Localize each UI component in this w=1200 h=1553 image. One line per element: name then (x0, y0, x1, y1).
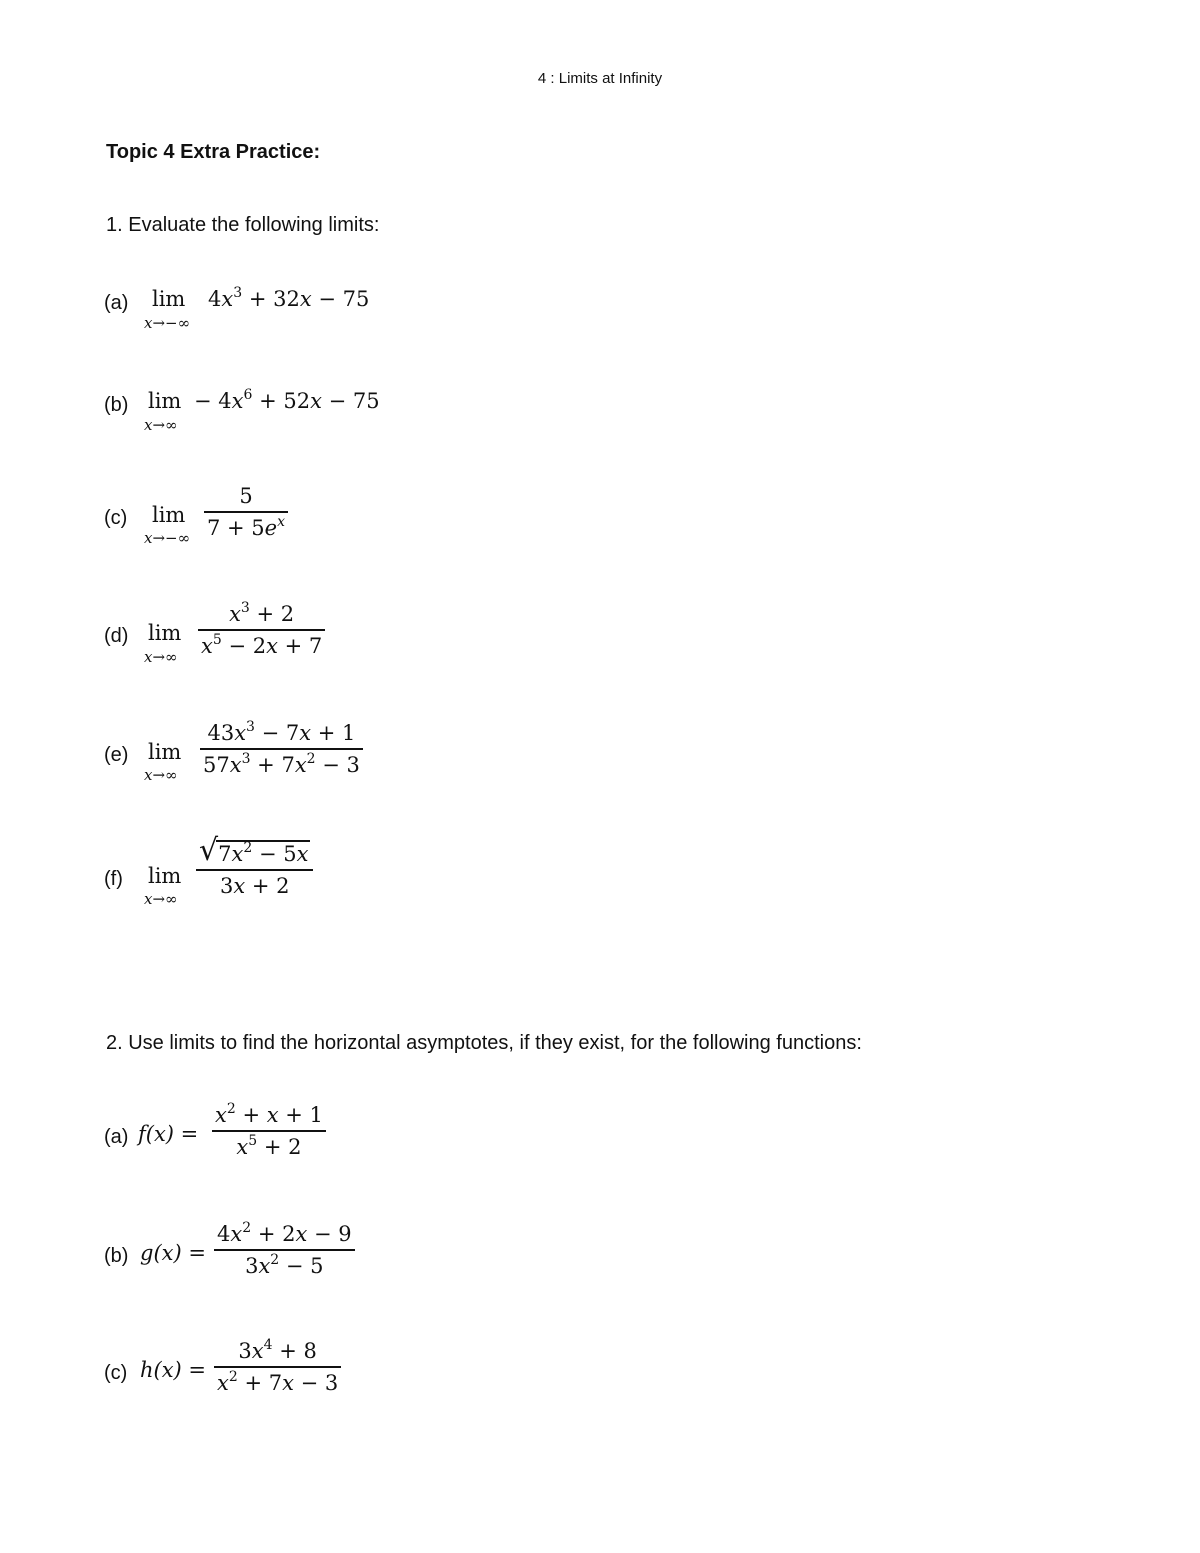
q1c-denominator: $7 + 5e^x$ (207, 514, 286, 540)
question-2-text: 2. Use limits to find the horizontal asymptotes, if they exist, for the following functions: (106, 1032, 862, 1054)
q1b-expression: − $4x^6 + 52x - 75$ (194, 387, 380, 413)
q2c-fraction (214, 1339, 341, 1395)
q1c-lim: lim (152, 503, 186, 527)
q1c-fraction (204, 484, 288, 540)
q1d-lim: lim (148, 621, 182, 645)
q2b-numerator: $4x^2 + 2x - 9$ (217, 1220, 352, 1246)
q2c-label: (c) (104, 1362, 128, 1384)
q2b-fraction (214, 1222, 355, 1278)
q2b-denominator: $3x^2 - 5$ (245, 1252, 324, 1278)
q1b-label: (b) (104, 394, 129, 416)
q1c-lim-sub: x→−∞ (144, 529, 191, 547)
q1a-expression: $4x^3 + 32x - 75$ (208, 285, 370, 311)
q1d-numerator: $x^3 + 2$ (229, 600, 295, 626)
q2a-fraction (212, 1103, 326, 1159)
q1a-lim-sub: x→−∞ (144, 314, 191, 332)
q1d-denominator: $x^5 - 2x + 7$ (201, 632, 323, 658)
q1f-lim: lim (148, 864, 182, 888)
page-title: Topic 4 Extra Practice: (106, 141, 321, 163)
q1f-numerator (196, 833, 313, 868)
q1e-label: (e) (104, 744, 129, 766)
q2a-label: (a) (104, 1126, 129, 1148)
q2c-function-name: h(x) = (140, 1358, 207, 1382)
q1f-lim-sub: x→∞ (144, 890, 178, 908)
q2c-denominator: $x^2 + 7x - 3$ (217, 1369, 339, 1395)
q2a-function-name: f(x) = (138, 1122, 199, 1146)
question-1-text: 1. Evaluate the following limits: (106, 214, 380, 236)
q1f-denominator: 3x + 2 (219, 874, 290, 898)
q1d-lim-sub: x→∞ (144, 648, 178, 666)
q2c-numerator: $3x^4 + 8$ (238, 1337, 317, 1363)
q1e-lim-sub: x→∞ (144, 766, 178, 784)
q1d-fraction (198, 602, 325, 658)
q2b-label: (b) (104, 1245, 129, 1267)
page-header: 4 : Limits at Infinity (537, 70, 663, 87)
q1b-lim-sub: x→∞ (144, 416, 178, 434)
q1c-label: (c) (104, 507, 128, 529)
q1b-lim: lim (148, 389, 182, 413)
q1e-fraction (200, 721, 363, 777)
q1c-numerator: 5 (239, 484, 253, 508)
q1a-label: (a) (104, 292, 129, 314)
q1e-numerator: $43x^3 - 7x + 1$ (207, 719, 356, 745)
q1f-fraction (196, 833, 313, 898)
square-root: √ $7x^2 - 5x$ (199, 833, 309, 868)
q1e-denominator: $57x^3 + 7x^2 - 3$ (203, 751, 360, 777)
q1e-lim: lim (148, 740, 182, 764)
q2a-numerator: $x^2 + x + 1$ (215, 1101, 323, 1127)
q2a-denominator: $x^5 + 2$ (236, 1133, 302, 1159)
q2b-function-name: g(x) = (140, 1241, 206, 1265)
q1f-label: (f) (104, 868, 123, 890)
q1a-lim: lim (152, 287, 186, 311)
q1d-label: (d) (104, 625, 129, 647)
